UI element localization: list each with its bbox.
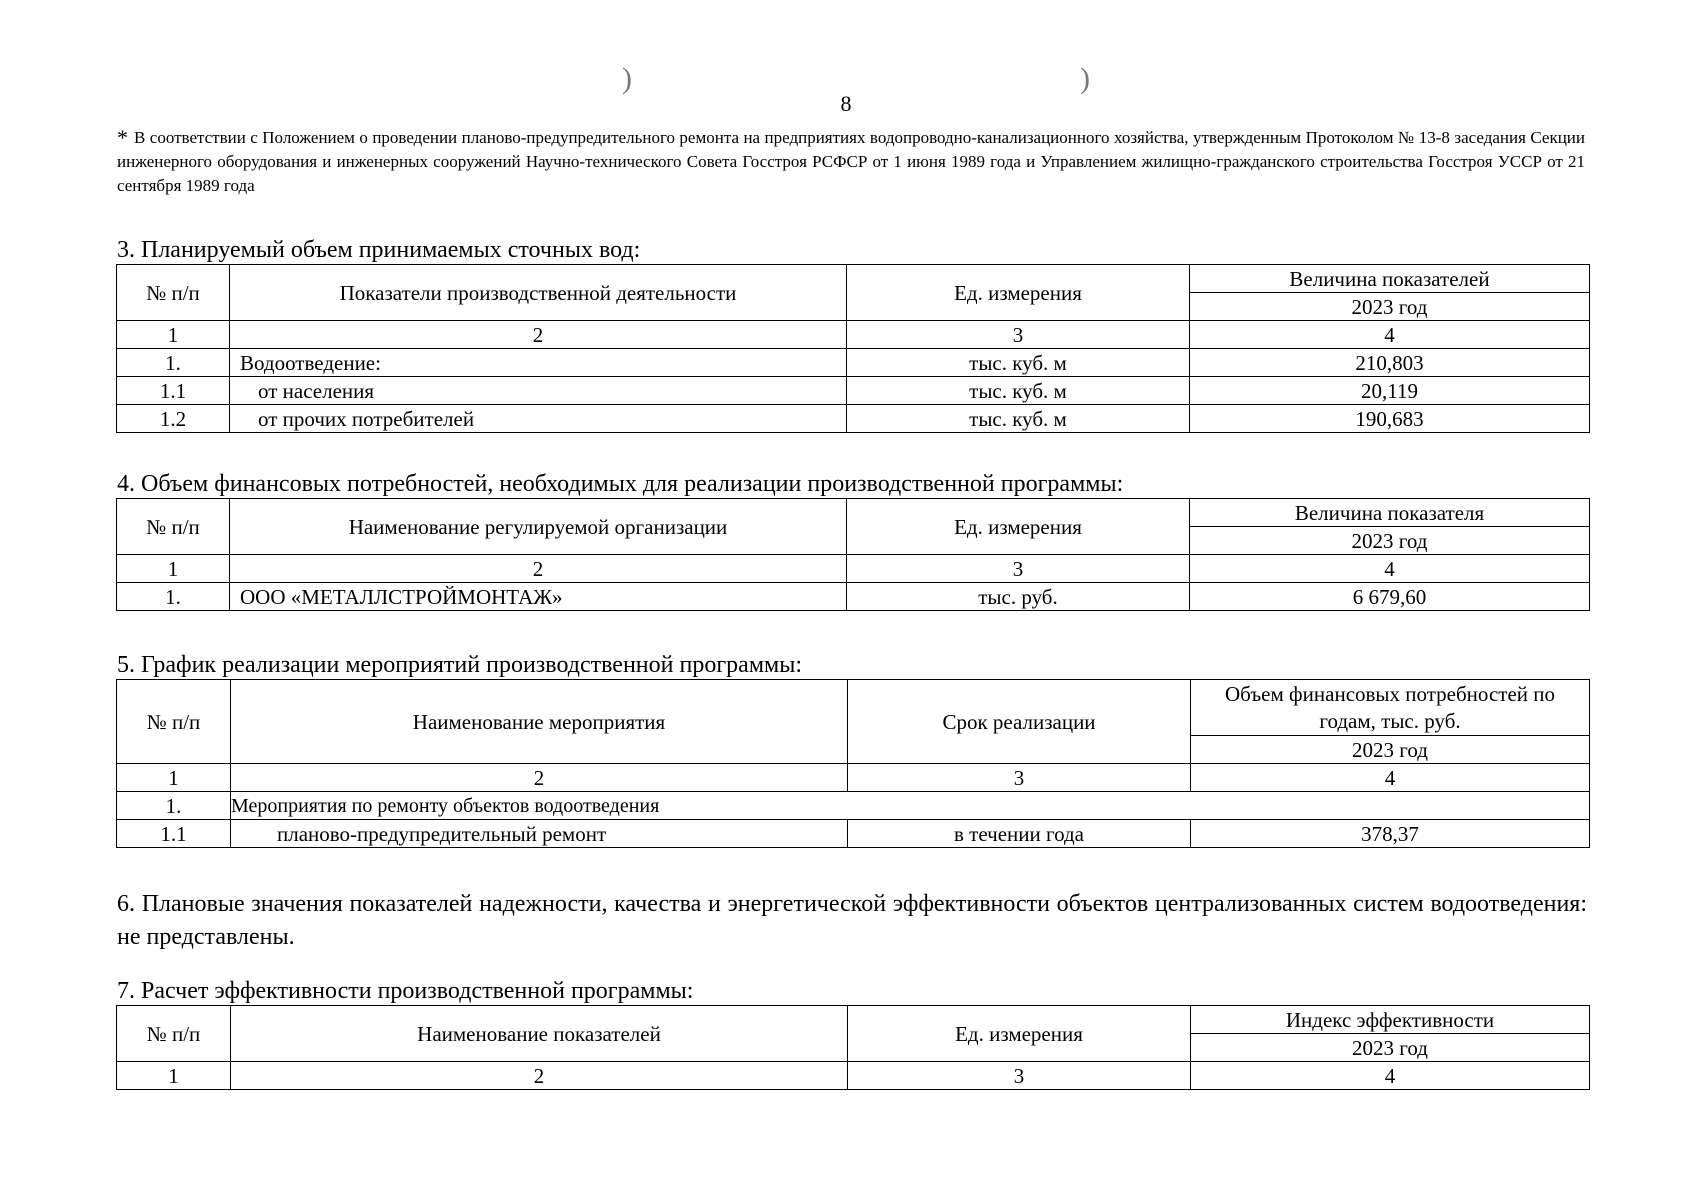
- col-number-3: 3: [847, 555, 1190, 583]
- col-number-1: 1: [117, 1062, 231, 1090]
- wastewater-volume-table: [116, 264, 1590, 433]
- binding-hole-mark-left: ): [622, 62, 632, 95]
- row-name: Водоотведение:: [230, 349, 847, 377]
- row-name: планово-предупредительный ремонт: [231, 820, 848, 848]
- col-number-2: 2: [230, 321, 847, 349]
- header-year: 2023 год: [1190, 527, 1590, 555]
- table-row: [117, 405, 1590, 433]
- section6-text: 6. Плановые значения показателей надежности, качества и энергетической эффективности объектов централизованных систем водоотведения: не представлены.: [117, 891, 1587, 950]
- col-number-1: 1: [117, 764, 231, 792]
- header-name: Наименование мероприятия: [231, 680, 848, 764]
- group-row-name: Мероприятия по ремонту объектов водоотведения: [231, 792, 1590, 820]
- row-unit: тыс. куб. м: [847, 377, 1190, 405]
- activities-schedule-table: [116, 679, 1590, 848]
- binding-hole-mark-right: ): [1080, 62, 1090, 95]
- footnote-asterisk: *: [117, 125, 128, 150]
- col-number-4: 4: [1190, 321, 1590, 349]
- row-value: 20,119: [1190, 377, 1590, 405]
- col-number-2: 2: [231, 1062, 848, 1090]
- header-value: Объем финансовых потребностей по годам, тыс. руб.: [1191, 680, 1590, 736]
- col-number-4: 4: [1191, 764, 1590, 792]
- header-value: Величина показателей: [1190, 265, 1590, 293]
- section3-heading: 3. Планируемый объем принимаемых сточных вод:: [117, 237, 641, 263]
- header-name: Показатели производственной деятельности: [230, 265, 847, 321]
- header-num: № п/п: [117, 499, 230, 555]
- table-row: [117, 349, 1590, 377]
- header-year: 2023 год: [1191, 736, 1590, 764]
- header-year: 2023 год: [1190, 293, 1590, 321]
- col-number-4: 4: [1190, 555, 1590, 583]
- header-unit: Ед. измерения: [847, 499, 1190, 555]
- header-value: Величина показателя: [1190, 499, 1590, 527]
- col-number-2: 2: [231, 764, 848, 792]
- col-number-4: 4: [1191, 1062, 1590, 1090]
- col-number-1: 1: [117, 321, 230, 349]
- row-value: 378,37: [1191, 820, 1590, 848]
- row-num: 1.1: [117, 820, 231, 848]
- footnote: [117, 126, 1585, 198]
- row-name: от прочих потребителей: [230, 405, 847, 433]
- row-num: 1.2: [117, 405, 230, 433]
- header-name: Наименование регулируемой организации: [230, 499, 847, 555]
- row-value: 6 679,60: [1190, 583, 1590, 611]
- header-term: Срок реализации: [848, 680, 1191, 764]
- row-value: 210,803: [1190, 349, 1590, 377]
- efficiency-table: [116, 1005, 1590, 1090]
- financial-needs-table: [116, 498, 1590, 611]
- table-row: [117, 377, 1590, 405]
- col-number-3: 3: [848, 1062, 1191, 1090]
- section5-heading: 5. График реализации мероприятий производственной программы:: [117, 652, 802, 678]
- table-row: [117, 583, 1590, 611]
- row-unit: тыс. руб.: [847, 583, 1190, 611]
- header-year: 2023 год: [1191, 1034, 1590, 1062]
- page-number: 8: [840, 91, 852, 116]
- row-num: 1.: [117, 349, 230, 377]
- group-row: [117, 792, 1590, 820]
- header-unit: Ед. измерения: [847, 265, 1190, 321]
- row-name: от населения: [230, 377, 847, 405]
- col-number-3: 3: [847, 321, 1190, 349]
- row-num: 1.1: [117, 377, 230, 405]
- table-row: [117, 820, 1590, 848]
- header-value: Индекс эффективности: [1191, 1006, 1590, 1034]
- row-value: 190,683: [1190, 405, 1590, 433]
- row-unit: тыс. куб. м: [847, 349, 1190, 377]
- col-number-3: 3: [848, 764, 1191, 792]
- row-name: ООО «МЕТАЛЛСТРОЙМОНТАЖ»: [230, 583, 847, 611]
- footnote-text: В соответствии с Положением о проведении планово-предупредительного ремонта на предприятиях водопроводно-канализационного хозяйства, утвержденным Протоколом № 13-8 заседания Секции инженерного оборудования и инженерных сооружений Научно-технического Совета Госстроя РСФСР от 1 июня 1989 года и Управлением жилищно-гражданского строительства Госстроя УССР от 21 сентября 1989 года: [117, 128, 1585, 195]
- row-unit: тыс. куб. м: [847, 405, 1190, 433]
- section7-heading: 7. Расчет эффективности производственной программы:: [117, 978, 694, 1004]
- header-unit: Ед. измерения: [848, 1006, 1191, 1062]
- header-name: Наименование показателей: [231, 1006, 848, 1062]
- group-row-num: 1.: [117, 792, 231, 820]
- row-num: 1.: [117, 583, 230, 611]
- col-number-1: 1: [117, 555, 230, 583]
- header-num: № п/п: [117, 1006, 231, 1062]
- section4-heading: 4. Объем финансовых потребностей, необходимых для реализации производственной программы:: [117, 471, 1124, 497]
- header-num: № п/п: [117, 265, 230, 321]
- header-num: № п/п: [117, 680, 231, 764]
- row-term: в течении года: [848, 820, 1191, 848]
- col-number-2: 2: [230, 555, 847, 583]
